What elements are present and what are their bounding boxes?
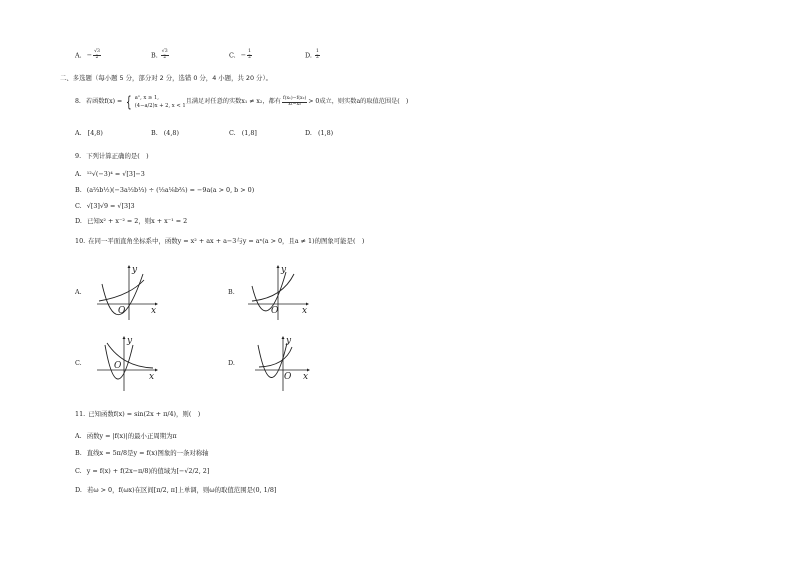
question-8-stem: 8. 若函数f(x) = { aˣ, x ≥ 1, (4−a/2)x + 2, x < 1 且满足对任意的实数x₁ ≠ x₂，都有 $\frac{\text{f(x₁)−f(x₂)}}{\text{x₁−x₂}}$ > 0成立，则实数a的取值范围是( ) <box>75 93 409 111</box>
q7-option-a-sign: − <box>86 51 93 60</box>
graph-c-y-arrow <box>123 336 126 339</box>
q9-option-d: D. 已知x² + x⁻² = 2，则x + x⁻¹ = 2 <box>75 217 188 225</box>
graph-b-origin-label: O <box>271 306 279 316</box>
graph-b-x-label: x <box>302 306 308 316</box>
graph-a <box>97 262 167 322</box>
graph-c-origin-label: O <box>114 361 122 371</box>
q11-option-b: B. 直线x = 5π/8是y = f(x)图象的一条对称轴 <box>75 449 209 457</box>
q7-option-b-fraction: $\frac{√3}{2}$ <box>161 49 168 60</box>
q8-option-a: A. [4,8) <box>75 129 103 137</box>
q11-option-a: A. 函数y = |f(x)|的最小正周期为π <box>75 432 177 440</box>
graph-d-y-arrow <box>282 336 285 339</box>
question-11-stem: 11. 已知函数f(x) = sin(2x + π/4)，则( ) <box>75 410 201 418</box>
graph-b <box>248 262 318 322</box>
q7-option-b: B. $\frac{√3}{2}$ <box>151 49 168 60</box>
q7-option-a-fraction: $\frac{√3}{2}$ <box>94 49 100 60</box>
section-heading: 二、多选题（每小题 5 分，部分对 2 分，选错 0 分，4 小题，共 20 分）。 <box>60 74 273 82</box>
q7-option-d: D. $\frac{1}{2}$ <box>305 49 319 60</box>
graph-b-y-arrow <box>277 265 280 268</box>
graph-d-x-label: x <box>303 372 309 382</box>
q8-option-c: C. (1,8] <box>229 129 257 137</box>
q7-option-c: C. − $\frac{1}{2}$ <box>229 49 252 60</box>
q7-option-c-fraction: $\frac{1}{2}$ <box>248 49 252 60</box>
graph-c-x-arrow <box>155 369 158 372</box>
q11-option-c: C. y = f(x) + f(2x−π/8)的值域为[−√2/2, 2] <box>75 467 210 475</box>
graph-d <box>255 333 330 393</box>
q8-option-b: B. (4,8) <box>151 129 179 137</box>
piecewise-brace: { <box>126 93 132 111</box>
q9-option-b: B. (a⅔b½)(−3a½b⅓) ÷ (⅓a⅙b⅖) = −9a(a > 0, b > 0) <box>75 186 255 194</box>
q8-option-d: D. (1,8) <box>305 129 334 137</box>
graph-a-x-label: x <box>151 306 157 316</box>
graph-d-origin-label: O <box>284 372 292 382</box>
question-9-stem: 9. 下列计算正确的是( ) <box>75 152 149 160</box>
graph-a-y-arrow <box>128 265 131 268</box>
graph-c-y-label: y <box>127 336 133 346</box>
graph-b-y-label: y <box>281 265 287 275</box>
graph-a-y-label: y <box>132 265 138 275</box>
q7-option-d-fraction: $\frac{1}{2}$ <box>315 49 319 60</box>
q8-difference-quotient: $\frac{\text{f(x₁)−f(x₂)}}{\text{x₁−x₂}}$ <box>282 96 307 107</box>
graph-a-label: A. <box>75 288 82 296</box>
graph-c-x-label: x <box>149 372 155 382</box>
graph-d-y-label: y <box>286 336 292 346</box>
graph-d-exponential <box>259 347 292 367</box>
graph-c <box>97 333 167 393</box>
piecewise-cases: aˣ, x ≥ 1, (4−a/2)x + 2, x < 1 <box>134 95 186 109</box>
q9-option-a: A. ¹²√(−3)⁴ = √[3]−3 <box>75 170 145 178</box>
q7-option-a: A. − $\frac{√3}{2}$ <box>75 49 100 60</box>
graph-d-label: D. <box>228 359 235 367</box>
graph-b-exponential <box>252 274 294 301</box>
graph-c-label: C. <box>75 359 82 367</box>
graph-b-parabola <box>252 272 286 311</box>
graph-a-origin-label: O <box>118 306 126 316</box>
q9-option-c: C. √[3]√9 = √[3]3 <box>75 202 135 210</box>
q11-option-d: D. 若ω > 0，f(ωx)在区间[π/2, π]上单调，则ω的取值范围是(0, 1/8] <box>75 486 277 494</box>
question-10-stem: 10. 在同一平面直角坐标系中，函数y = x² + ax + a−3与y = aˣ(a > 0，且a ≠ 1)的图象可能是( ) <box>75 237 365 245</box>
graph-b-label: B. <box>228 288 235 296</box>
